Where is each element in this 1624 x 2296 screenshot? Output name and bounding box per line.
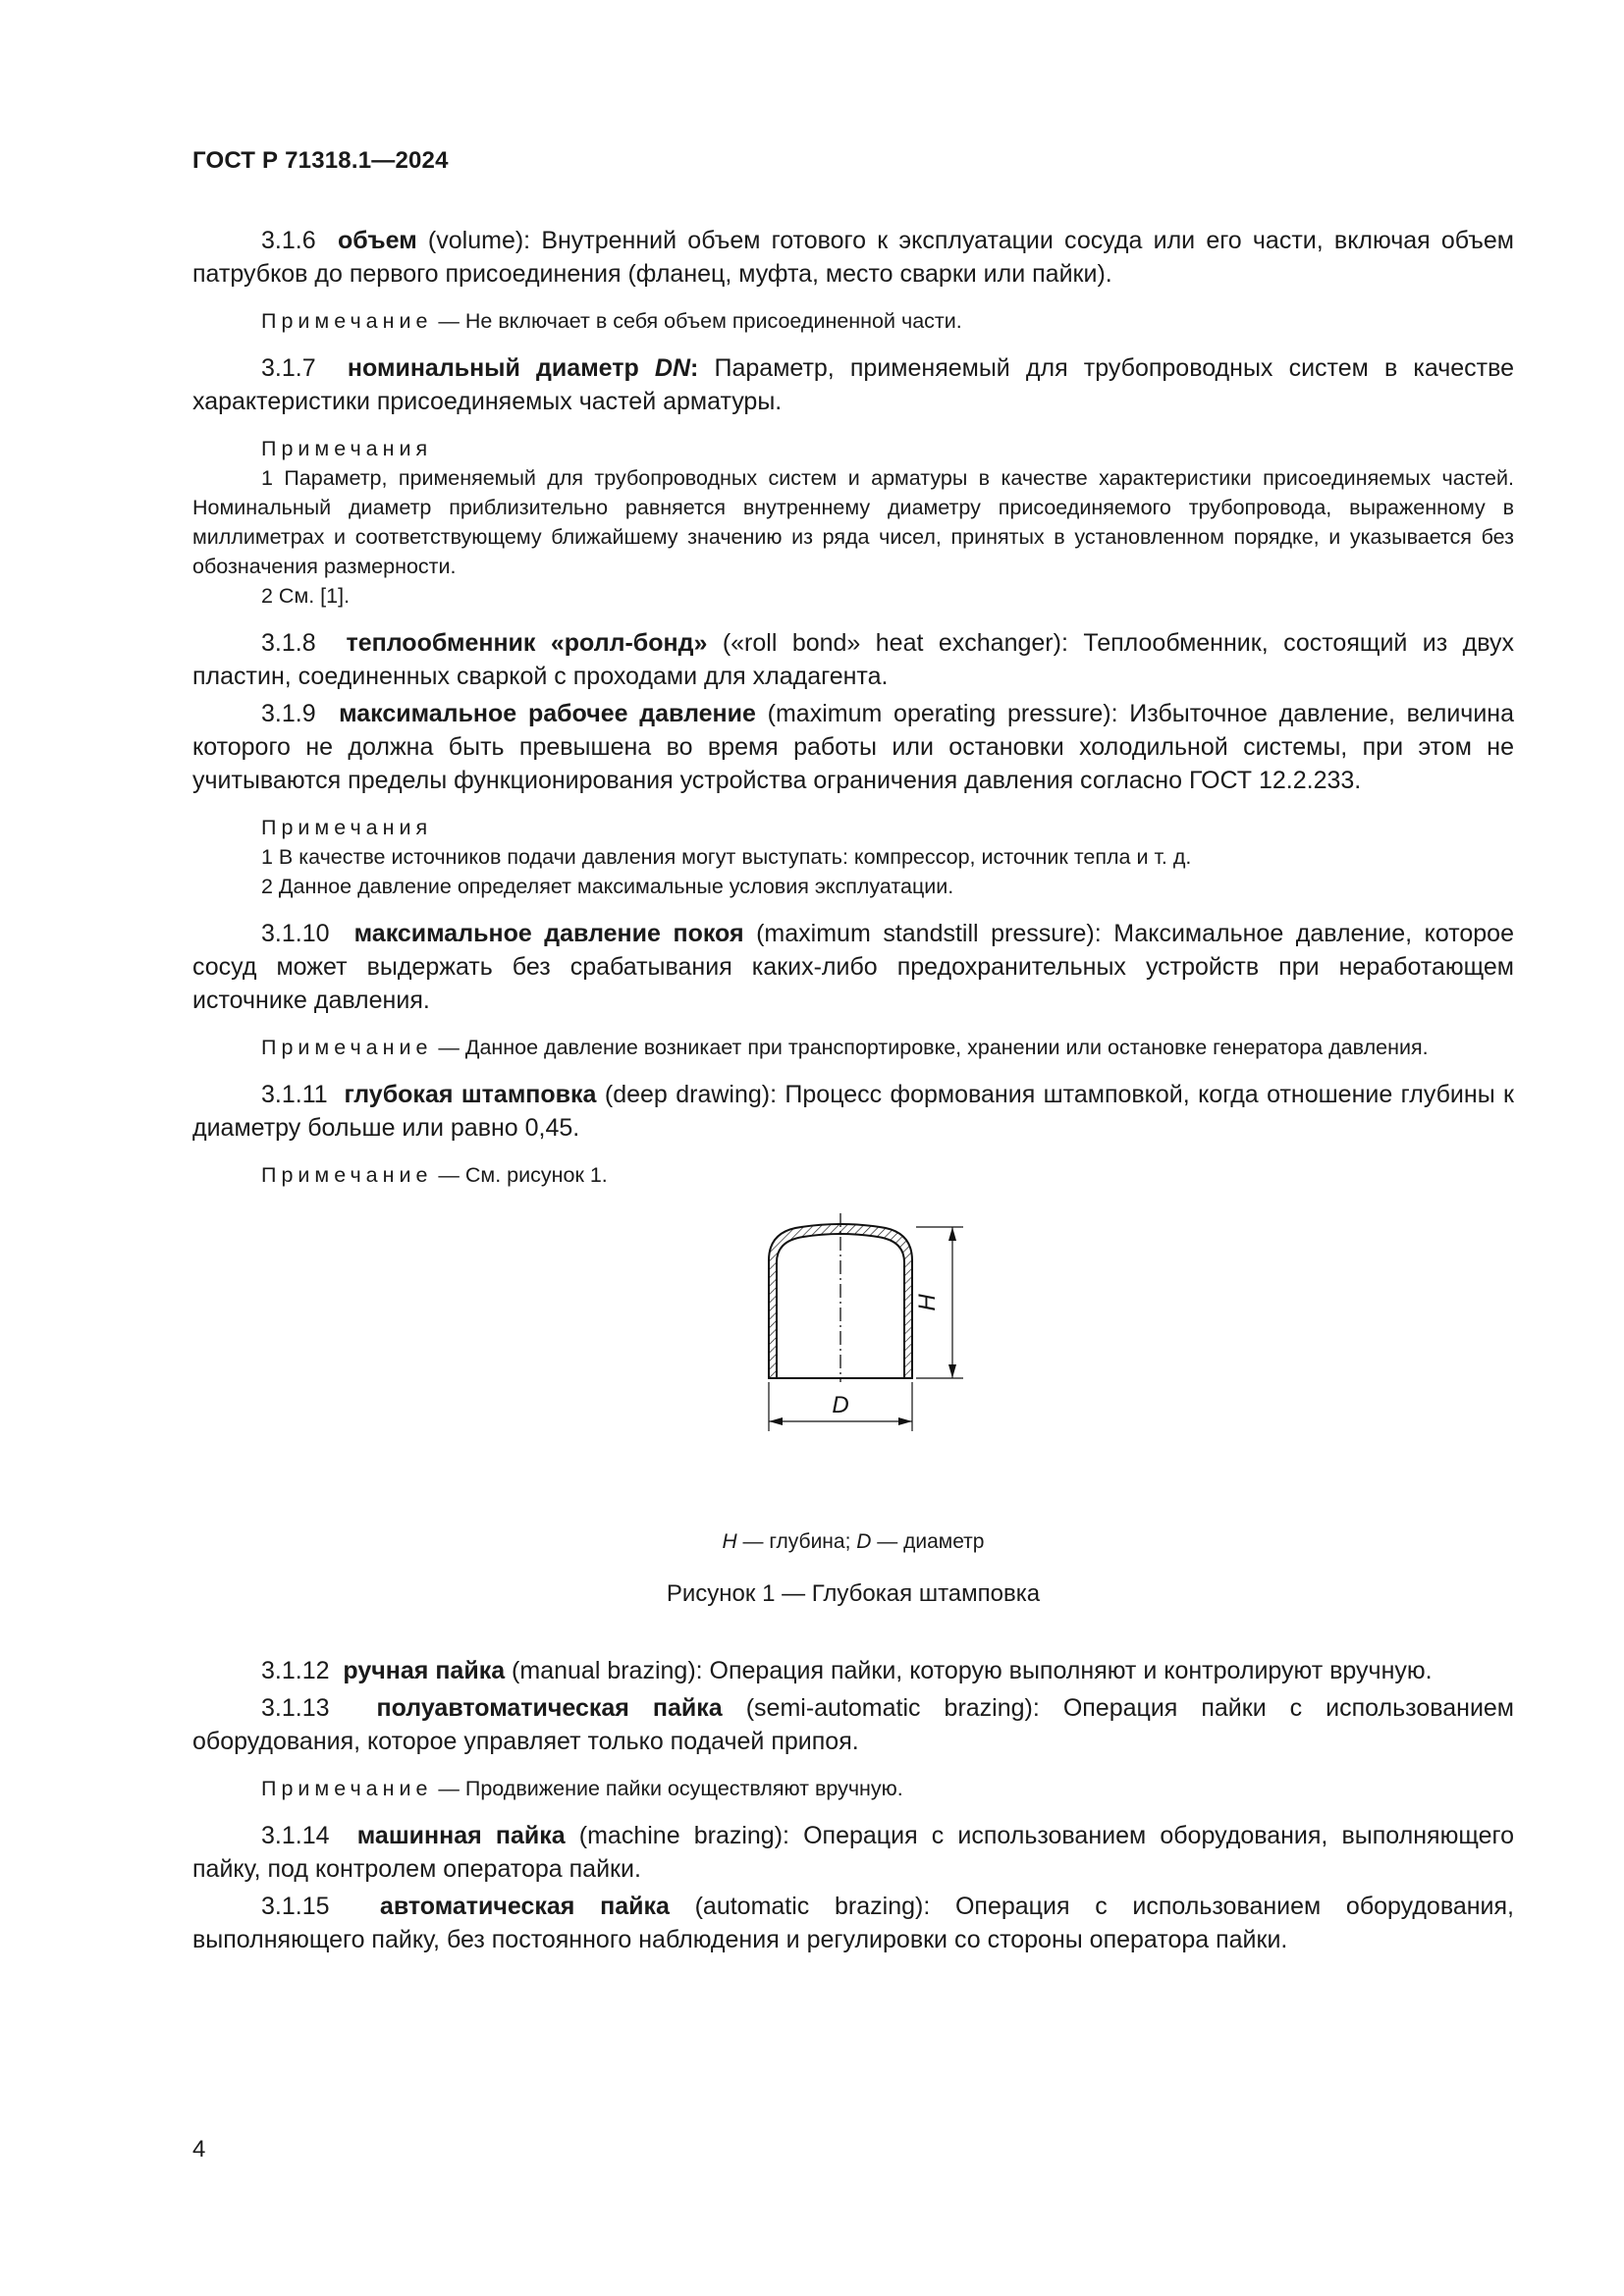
term-number: 3.1.11 xyxy=(261,1081,328,1108)
note-label: Примечание xyxy=(261,1163,433,1187)
term-title: максимальное давление покоя xyxy=(353,920,744,947)
term-title-dn: DN xyxy=(654,354,691,382)
term-definition: Параметр, применяемый для трубопроводных систем в качестве характеристики присоединяемых частей арматуры. xyxy=(192,354,1514,415)
term-3-1-13 xyxy=(192,1691,1514,1758)
diameter-arrow-right xyxy=(898,1417,912,1425)
term-3-1-11 xyxy=(192,1078,1514,1145)
legend-d: D xyxy=(856,1530,872,1553)
height-arrow-top xyxy=(948,1227,956,1241)
term-number: 3.1.13 xyxy=(261,1694,330,1722)
term-definition: (deep drawing): Процесс формования штамповкой, когда отношение глубины к диаметру больше или равно 0,45. xyxy=(192,1081,1514,1142)
term-title: ручная пайка xyxy=(343,1657,506,1684)
term-number: 3.1.7 xyxy=(261,354,316,382)
term-definition: (semi-automatic brazing): Операция пайки с использованием оборудования, которое управляет только подачей припоя. xyxy=(192,1694,1514,1755)
term-number: 3.1.8 xyxy=(261,629,316,657)
term-definition: («roll bond» heat exchanger): Теплообменник, состоящий из двух пластин, соединенных сваркой с проходами для хладагента. xyxy=(192,629,1514,690)
height-label: H xyxy=(914,1294,941,1311)
notes-heading xyxy=(192,813,1514,842)
term-title: глубокая штамповка xyxy=(344,1081,597,1108)
term-definition: (manual brazing): Операция пайки, которую выполняют и контролируют вручную. xyxy=(505,1657,1433,1684)
note-3-1-10 xyxy=(192,1033,1514,1062)
term-3-1-12 xyxy=(192,1654,1514,1687)
figure-legend xyxy=(192,1527,1514,1557)
term-number: 3.1.12 xyxy=(261,1657,330,1684)
legend-h: H xyxy=(722,1530,737,1553)
note-label: Примечание xyxy=(261,1036,433,1059)
legend-h-text: — глубина; xyxy=(736,1530,857,1553)
note-text: — Не включает в себя объем присоединенной части. xyxy=(432,309,962,333)
term-3-1-8 xyxy=(192,626,1514,693)
term-3-1-10 xyxy=(192,917,1514,1017)
term-title-colon: : xyxy=(690,354,699,382)
note-item-1: 1 В качестве источников подачи давления могут выступать: компрессор, источник тепла и т. д. xyxy=(261,845,1192,869)
term-title: номинальный диаметр xyxy=(347,354,655,382)
term-number: 3.1.9 xyxy=(261,700,316,727)
note-3-1-11 xyxy=(192,1160,1514,1190)
note-3-1-13 xyxy=(192,1774,1514,1803)
note-item-2: 2 См. [1]. xyxy=(261,584,351,608)
legend-d-text: — диаметр xyxy=(871,1530,985,1553)
diameter-arrow-left xyxy=(769,1417,783,1425)
term-definition: (machine brazing): Операция с использованием оборудования, выполняющего пайку, под контролем оператора пайки. xyxy=(192,1822,1514,1883)
note-item-1: 1 Параметр, применяемый для трубопроводных систем и арматуры в качестве характеристики присоединяемых частей. Номинальный диаметр приблизительно равняется внутреннему диаметру присоединяемого трубопровода, выраженному в миллиметрах и соответствующему ближайшему значению из ряда чисел, принятых в установленном порядке, и указывается без обозначения размерности. xyxy=(192,466,1514,578)
diameter-label: D xyxy=(832,1392,849,1418)
term-title: теплообменник «ролл-бонд» xyxy=(346,629,708,657)
note-text: — Продвижение пайки осуществляют вручную. xyxy=(432,1777,903,1800)
term-definition: (maximum operating pressure): Избыточное давление, величина которого не должна быть превышена во время работы или остановки холодильной системы, при этом не учитываются пределы функционирования устройства ограничения давления согласно ГОСТ 12.2.233. xyxy=(192,700,1514,794)
note-text: — См. рисунок 1. xyxy=(432,1163,608,1187)
term-definition: (maximum standstill pressure): Максимальное давление, которое сосуд может выдержать без срабатывания каких-либо предохранительных устройств при неработающем источнике давления. xyxy=(192,920,1514,1014)
notes-label: Примечания xyxy=(261,437,433,460)
term-title: максимальное рабочее давление xyxy=(339,700,756,727)
term-definition: (volume): Внутренний объем готового к эксплуатации сосуда или его части, включая объем патрубков до первого присоединения (фланец, муфта, место сварки или пайки). xyxy=(192,227,1514,288)
term-3-1-7 xyxy=(192,351,1514,418)
page-number: 4 xyxy=(192,2136,206,2163)
note-3-1-6 xyxy=(192,306,1514,336)
figure-caption: Рисунок 1 — Глубокая штамповка xyxy=(666,1580,1041,1607)
figure-deep-drawing xyxy=(192,1213,1514,1527)
term-definition: (automatic brazing): Операция с использованием оборудования, выполняющего пайку, без постоянного наблюдения и регулировки со стороны оператора пайки. xyxy=(192,1893,1514,1953)
deep-drawing-diagram xyxy=(683,1213,1037,1527)
term-title: объем xyxy=(338,227,417,254)
term-number: 3.1.15 xyxy=(261,1893,330,1920)
note-item-2: 2 Данное давление определяет максимальные условия эксплуатации. xyxy=(261,875,954,898)
term-number: 3.1.14 xyxy=(261,1822,330,1849)
term-title: автоматическая пайка xyxy=(379,1893,670,1920)
term-title: полуавтоматическая пайка xyxy=(376,1694,723,1722)
note-label: Примечание xyxy=(261,1777,433,1800)
notes-label: Примечания xyxy=(261,816,433,839)
note-label: Примечание xyxy=(261,309,433,333)
document-body xyxy=(192,224,1514,1956)
note-text: — Данное давление возникает при транспортировке, хранении или остановке генератора давления. xyxy=(432,1036,1429,1059)
term-3-1-15 xyxy=(192,1890,1514,1956)
term-3-1-14 xyxy=(192,1819,1514,1886)
height-arrow-bottom xyxy=(948,1364,956,1378)
document-header: ГОСТ Р 71318.1—2024 xyxy=(192,147,449,174)
term-3-1-6 xyxy=(192,224,1514,291)
term-title: машинная пайка xyxy=(356,1822,566,1849)
term-3-1-9 xyxy=(192,697,1514,797)
notes-heading xyxy=(192,434,1514,463)
term-number: 3.1.10 xyxy=(261,920,330,947)
term-number: 3.1.6 xyxy=(261,227,316,254)
